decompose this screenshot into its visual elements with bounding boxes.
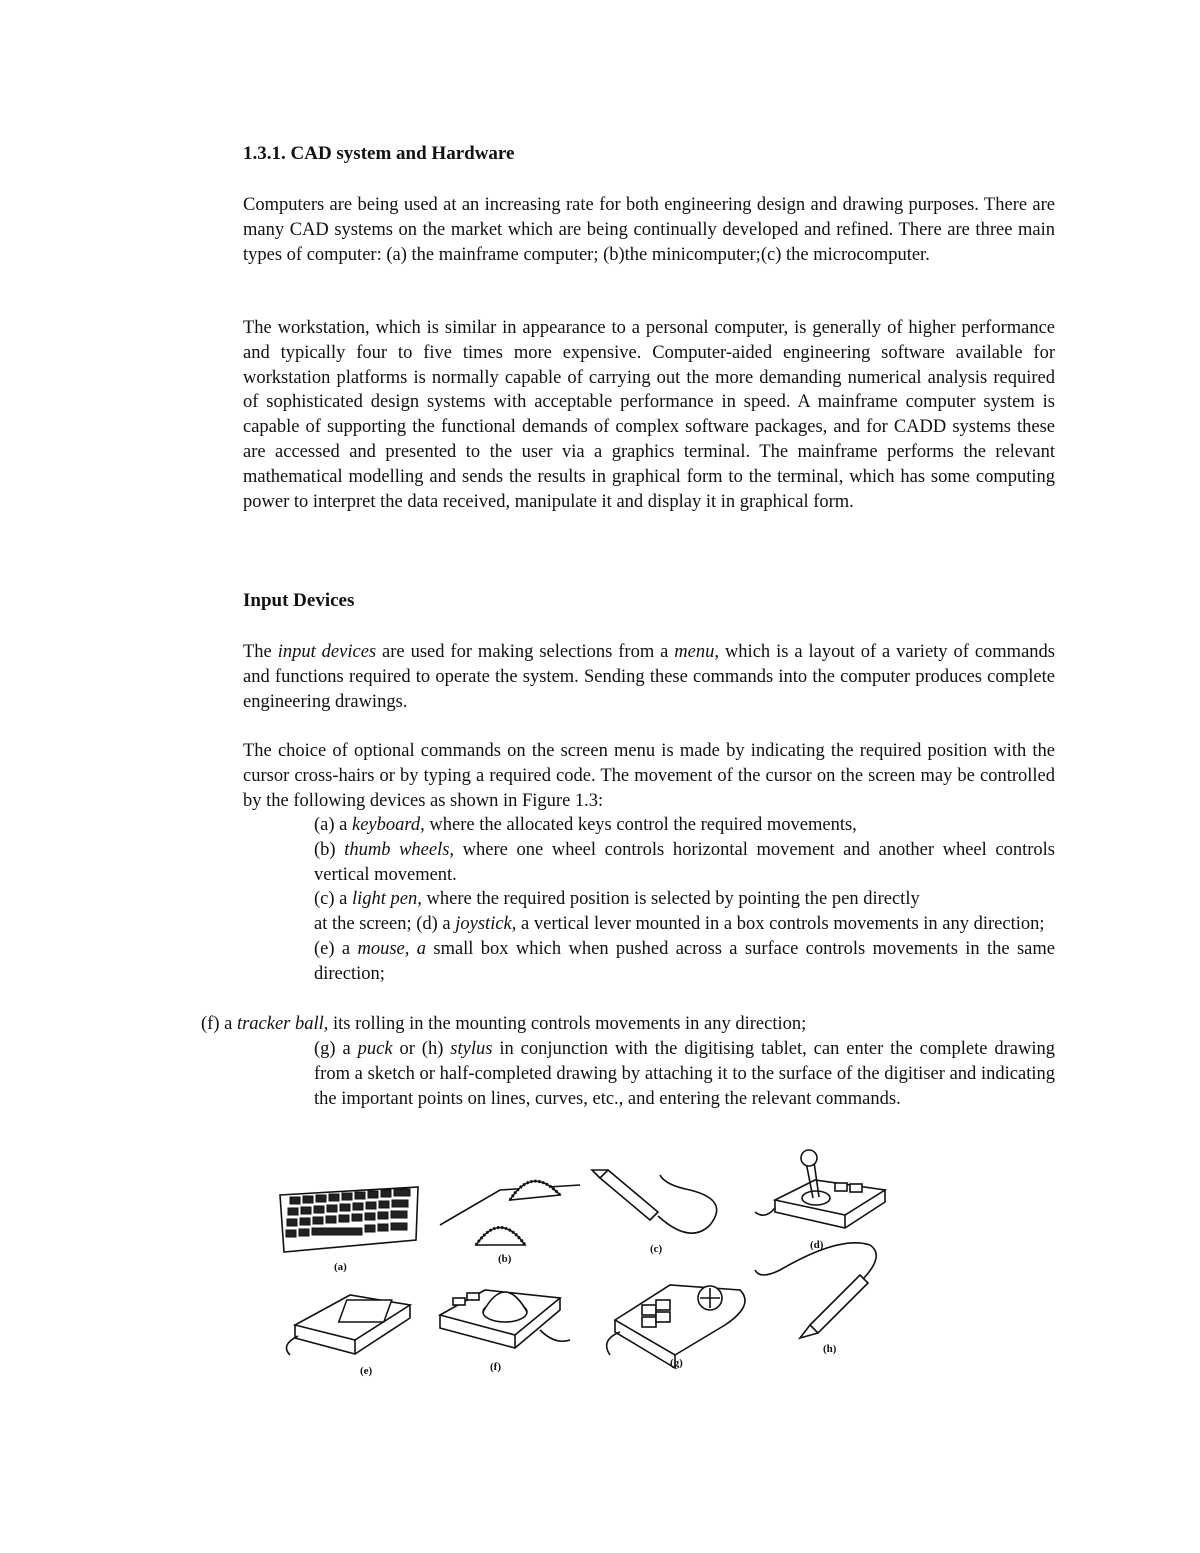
tracker-ball-illustration	[440, 1290, 570, 1348]
list-item-puck-stylus: (g) a puck or (h) stylus in conjunction with the digitising tablet, can enter the complete drawing from a sketch or half-completed drawing by attaching it to the surface of the digitiser and indicating the important points on lines, curves, etc., and entering the relevant commands.	[314, 1039, 1056, 1109]
list-item-mouse: (e) a mouse, a small box which when pushed across a surface controls movements in the same direction;	[314, 938, 1055, 984]
list-item-thumb-wheels: (b) thumb wheels, where one wheel controls horizontal movement and another wheel controls vertical movement.	[314, 839, 1056, 885]
stylus-illustration	[755, 1243, 876, 1338]
list-item-joystick: at the screen; (d) a joystick, a vertical lever mounted in a box controls movements in any direction;	[314, 914, 1045, 935]
paragraph-computers: Computers are being used at an increasing rate for both engineering design and drawing purposes. There are many CAD systems on the market which are being continually developed and refined. There are three main types of computer: (a) the mainframe computer; (b)the minicomputer;(c) the microcomputer.	[243, 195, 1055, 265]
paragraph-input-devices: The input devices are used for making selections from a menu, which is a layout of a variety of commands and functions required to operate the system. Sending these commands into the computer produces complete engineering drawings.	[243, 642, 1055, 712]
caption-a: (a)	[334, 1261, 347, 1273]
thumb-wheels-illustration	[440, 1181, 580, 1245]
light-pen-illustration	[592, 1170, 717, 1233]
caption-c: (c)	[650, 1243, 663, 1255]
list-item-tracker-ball: (f) a tracker ball, its rolling in the mounting controls movements in any direction;	[201, 1014, 807, 1034]
caption-g: (g)	[670, 1357, 683, 1369]
joystick-illustration	[755, 1150, 885, 1228]
keyboard-illustration	[280, 1187, 418, 1252]
device-list	[314, 813, 1055, 987]
paragraph-cursor-choice: The choice of optional commands on the screen menu is made by indicating the required position with the cursor cross-hairs or by typing a required code. The movement of the cursor on the screen may be controlled by the following devices as shown in Figure 1.3:	[243, 741, 1055, 811]
puck-illustration	[607, 1285, 745, 1368]
paragraph-workstation: The workstation, which is similar in appearance to a personal computer, is generally of higher performance and typically four to five times more expensive. Computer-aided engineering software available for workstation platforms is normally capable of carrying out the more demanding numerical analysis required of sophisticated design systems with acceptable performance in speed. A mainframe computer system is capable of supporting the functional demands of complex software packages, and for CADD systems these are accessed and presented to the user via a graphics terminal. The mainframe performs the relevant mathematical modelling and sends the results in graphical form to the terminal, which has some computing power to interpret the data received, manipulate it and display it in graphical form.	[243, 318, 1055, 512]
mouse-illustration	[286, 1295, 410, 1355]
input-devices-figure	[270, 1140, 910, 1390]
list-item-light-pen: (c) a light pen, where the required position is selected by pointing the pen directly	[314, 889, 920, 910]
caption-f: (f)	[490, 1361, 501, 1373]
caption-b: (b)	[498, 1253, 512, 1265]
section-heading: 1.3.1. CAD system and Hardware	[243, 143, 515, 164]
list-item-keyboard: (a) a keyboard, where the allocated keys control the required movements,	[314, 815, 857, 835]
caption-h: (h)	[823, 1343, 837, 1355]
input-devices-heading: Input Devices	[243, 590, 355, 611]
caption-d: (d)	[810, 1239, 824, 1251]
caption-e: (e)	[360, 1365, 373, 1377]
